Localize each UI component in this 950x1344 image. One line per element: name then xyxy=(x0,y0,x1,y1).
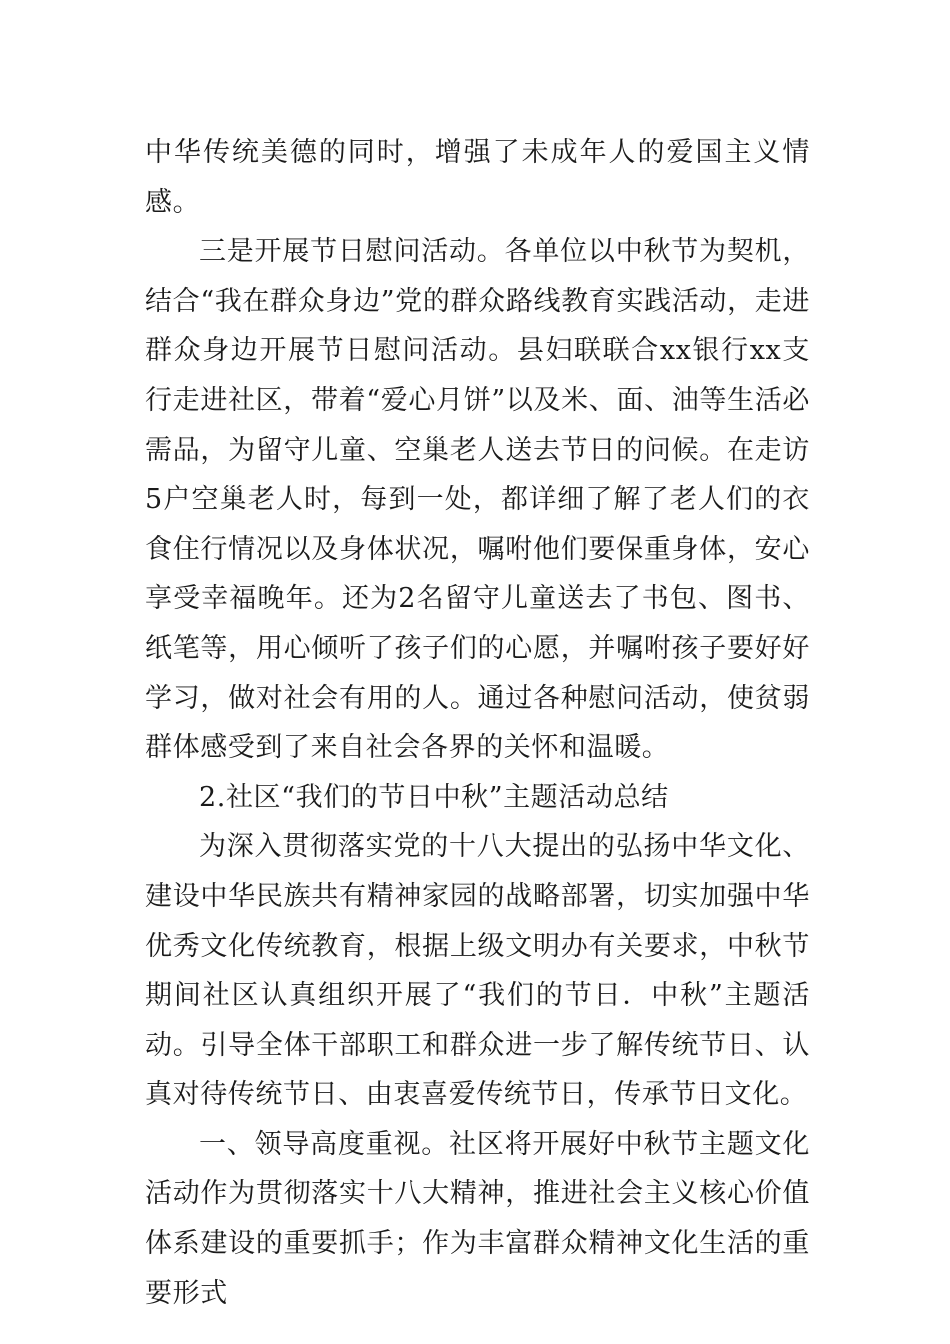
paragraph-holiday-visits: 三是开展节日慰问活动。各单位以中秋节为契机，结合“我在群众身边”党的群众路线教育实践活动，走进群众身边开展节日慰问活动。县妇联联合xx银行xx支行走进社区，带着“爱心月饼”以及米、面、油等生活必需品，为留守儿童、空巢老人送去节日的问候。在走访5户空巢老人时，每到一处，都详细了解了老人们的衣食住行情况以及身体状况，嘱咐他们要保重身体，安心享受幸福晚年。还为2名留守儿童送去了书包、图书、纸笔等，用心倾听了孩子们的心愿，并嘱咐孩子要好好学习，做对社会有用的人。通过各种慰问活动，使贫弱群体感受到了来自社会各界的关怀和温暖。 xyxy=(145,236,810,764)
document-body xyxy=(145,128,810,1318)
paragraph-continuation: 中华传统美德的同时，增强了未成年人的爱国主义情感。 xyxy=(145,137,810,218)
section-heading: 2.社区“我们的节日中秋”主题活动总结 xyxy=(199,781,669,813)
paragraph-leadership: 一、领导高度重视。社区将开展好中秋节主题文化活动作为贯彻落实十八大精神，推进社会主义核心价值体系建设的重要抓手；作为丰富群众精神文化生活的重要形式 xyxy=(145,1128,810,1309)
paragraph-intro: 为深入贯彻落实党的十八大提出的弘扬中华文化、建设中华民族共有精神家园的战略部署，切实加强中华优秀文化传统教育，根据上级文明办有关要求，中秋节期间社区认真组织开展了“我们的节日．中秋”主题活动。引导全体干部职工和群众进一步了解传统节日、认真对待传统节日、由衷喜爱传统节日，传承节日文化。 xyxy=(145,831,810,1111)
